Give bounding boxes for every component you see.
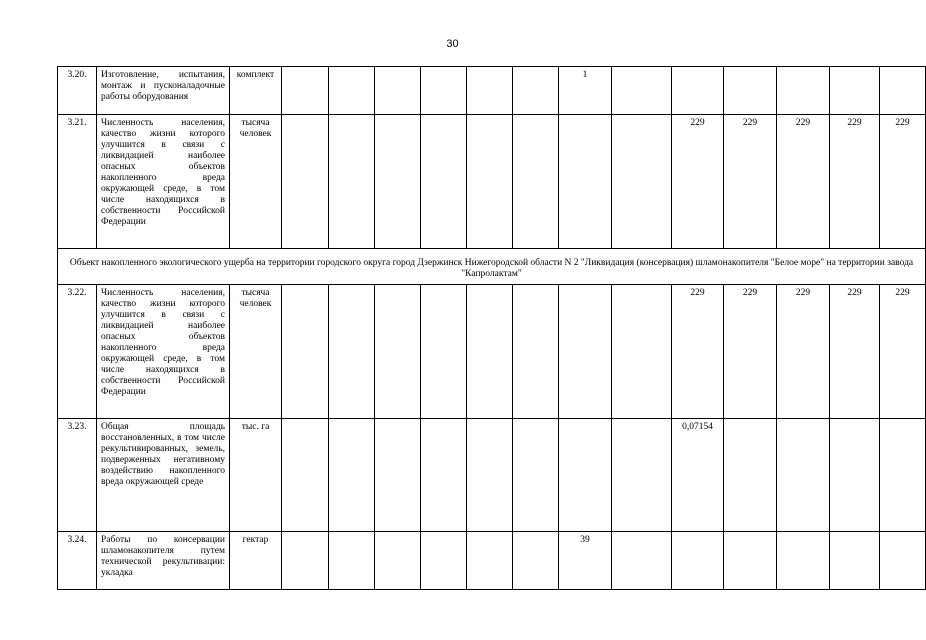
value-cell	[830, 532, 880, 590]
value-cell	[612, 67, 672, 115]
value-cell: 229	[880, 115, 926, 249]
value-cell	[375, 67, 421, 115]
unit-of-measure: комплект	[230, 67, 282, 115]
value-cell	[724, 532, 777, 590]
value-cell	[777, 419, 830, 532]
value-cell	[559, 419, 612, 532]
value-cell	[467, 419, 513, 532]
value-cell: 1	[559, 67, 612, 115]
value-cell	[672, 67, 724, 115]
value-cell	[467, 532, 513, 590]
value-cell	[830, 419, 880, 532]
unit-of-measure: тыс. га	[230, 419, 282, 532]
value-cell	[282, 532, 329, 590]
section-header-row	[58, 249, 926, 285]
indicator-description: Численность населения, качество жизни которого улучшится в связи с ликвидацией наиболее опасных объектов накопленного вреда окружающей среде, в том числе находящихся в собственности Российской Федерации	[97, 115, 230, 249]
table-row	[58, 115, 926, 249]
section-title: Объект накопленного экологического ущерба на территории городского округа город Дзержинск Нижегородской области N 2 "Ликвидация (консервация) шламонакопителя "Белое море" на территории завода "Капролактам"	[58, 249, 926, 285]
row-number: 3.24.	[58, 532, 97, 590]
value-cell	[513, 532, 559, 590]
value-cell	[830, 67, 880, 115]
unit-of-measure: гектар	[230, 532, 282, 590]
value-cell: 229	[830, 285, 880, 419]
value-cell	[559, 285, 612, 419]
indicator-description: Общая площадь восстановленных, в том числе рекультивированных, земель, подверженных негативному воздействию накопленного вреда окружающей среде	[97, 419, 230, 532]
value-cell	[421, 67, 467, 115]
table-row	[58, 419, 926, 532]
value-cell: 229	[880, 285, 926, 419]
row-number: 3.22.	[58, 285, 97, 419]
value-cell	[513, 419, 559, 532]
value-cell	[777, 67, 830, 115]
page-number: 30	[446, 38, 459, 50]
row-number: 3.20.	[58, 67, 97, 115]
value-cell	[513, 115, 559, 249]
value-cell	[612, 532, 672, 590]
value-cell	[421, 532, 467, 590]
table-row	[58, 532, 926, 590]
unit-of-measure: тысяча человек	[230, 115, 282, 249]
value-cell	[612, 419, 672, 532]
value-cell	[282, 419, 329, 532]
value-cell	[612, 285, 672, 419]
value-cell: 229	[830, 115, 880, 249]
indicator-description: Работы по консервации шламонакопителя путем технической рекультивации: укладка	[97, 532, 230, 590]
value-cell	[672, 532, 724, 590]
table-row	[58, 285, 926, 419]
value-cell: 229	[777, 115, 830, 249]
value-cell: 229	[672, 115, 724, 249]
value-cell	[329, 285, 375, 419]
row-number: 3.21.	[58, 115, 97, 249]
value-cell	[467, 285, 513, 419]
value-cell	[329, 115, 375, 249]
indicator-description: Изготовление, испытания, монтаж и пусконаладочные работы оборудования	[97, 67, 230, 115]
value-cell	[513, 285, 559, 419]
value-cell	[724, 67, 777, 115]
table-row	[58, 67, 926, 115]
value-cell	[329, 532, 375, 590]
value-cell	[282, 67, 329, 115]
row-number: 3.23.	[58, 419, 97, 532]
unit-of-measure: тысяча человек	[230, 285, 282, 419]
value-cell	[880, 67, 926, 115]
value-cell: 229	[724, 115, 777, 249]
value-cell: 39	[559, 532, 612, 590]
value-cell	[559, 115, 612, 249]
indicator-description: Численность населения, качество жизни которого улучшится в связи с ликвидацией наиболее опасных объектов накопленного вреда окружающей среде, в том числе находящихся в собственности Российской Федерации	[97, 285, 230, 419]
value-cell	[777, 532, 830, 590]
value-cell	[880, 419, 926, 532]
value-cell	[421, 115, 467, 249]
value-cell	[880, 532, 926, 590]
value-cell	[375, 285, 421, 419]
value-cell: 229	[777, 285, 830, 419]
value-cell: 229	[672, 285, 724, 419]
value-cell	[282, 115, 329, 249]
value-cell	[329, 67, 375, 115]
value-cell	[612, 115, 672, 249]
value-cell	[375, 115, 421, 249]
value-cell	[467, 67, 513, 115]
value-cell	[513, 67, 559, 115]
value-cell	[282, 285, 329, 419]
indicator-table	[57, 66, 926, 590]
value-cell	[421, 285, 467, 419]
value-cell	[329, 419, 375, 532]
value-cell: 229	[724, 285, 777, 419]
value-cell	[375, 419, 421, 532]
value-cell: 0,07154	[672, 419, 724, 532]
value-cell	[375, 532, 421, 590]
value-cell	[724, 419, 777, 532]
value-cell	[467, 115, 513, 249]
value-cell	[421, 419, 467, 532]
